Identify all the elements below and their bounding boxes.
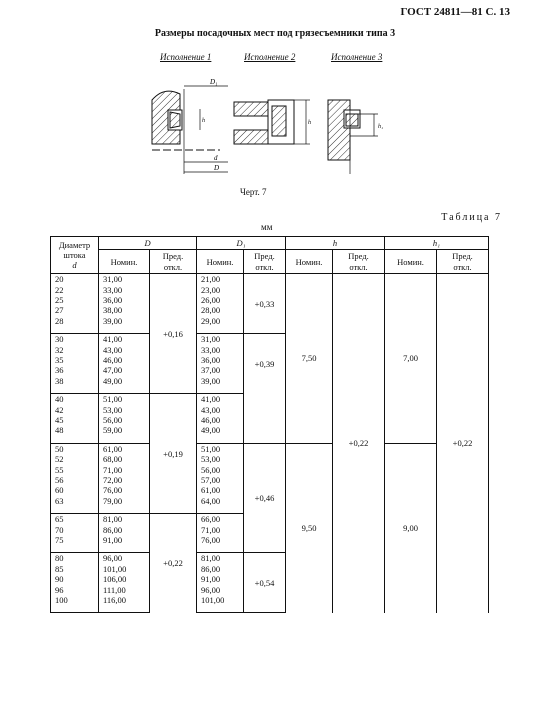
rod-diameter-value: 28 (55, 315, 64, 326)
D-nominal-value: 49,00 (103, 375, 123, 386)
D1-nominal-value: 49,00 (201, 425, 221, 436)
D1-nominal-value: 91,00 (201, 574, 221, 585)
rod-diameter-value: 40 (55, 394, 64, 405)
D1-nominal-value: 66,00 (201, 514, 221, 525)
rod-diameter-value: 38 (55, 375, 64, 386)
rod-diameter-value: 90 (55, 574, 64, 585)
h-nominal: 9,50 (286, 443, 333, 613)
nominal-header: Номин. (99, 250, 150, 274)
D-header: D (99, 237, 197, 250)
D1-nominal-value: 71,00 (201, 524, 221, 535)
D-nominal (99, 553, 150, 613)
rod-diameter-value: 60 (55, 485, 64, 496)
D1-nominal (197, 514, 244, 553)
D1-nominal (197, 443, 244, 513)
D-nominal-value: 59,00 (103, 425, 123, 436)
rod-diameter-value: 27 (55, 305, 64, 316)
D1-nominal-value: 31,00 (201, 334, 221, 345)
variant-label-3: Исполнение 3 (331, 52, 383, 62)
D-tolerance: +0,22 (150, 514, 197, 613)
D1-nominal-value: 51,00 (201, 443, 221, 454)
D1-nominal-value: 53,00 (201, 454, 221, 465)
h1-nominal: 7,00 (385, 274, 437, 444)
rod-diameter-value: 36 (55, 365, 64, 376)
rod-diameter-value: 20 (55, 274, 64, 285)
D-nominal-value: 43,00 (103, 344, 123, 355)
nominal-header: Номин. (385, 250, 437, 274)
rod-diameter-value: 70 (55, 524, 64, 535)
D-nominal-value: 79,00 (103, 495, 123, 506)
D-nominal-value: 106,00 (103, 574, 127, 585)
variant-1-drawing (152, 78, 228, 174)
D1-nominal-value: 26,00 (201, 295, 221, 306)
rod-diameter (51, 443, 99, 513)
table-number: Таблица 7 (441, 212, 502, 223)
D-nominal-value: 56,00 (103, 415, 123, 426)
rod-diameter-value: 75 (55, 535, 64, 546)
rod-diameter-value: 100 (55, 595, 68, 606)
D1-nominal (197, 553, 244, 613)
D1-nominal-value: 33,00 (201, 344, 221, 355)
rod-diameter-value: 63 (55, 495, 64, 506)
D1-nominal-value: 28,00 (201, 305, 221, 316)
dim-h-label-2: h (308, 120, 311, 126)
D-nominal-value: 91,00 (103, 535, 123, 546)
D1-nominal (197, 334, 244, 394)
D-nominal (99, 394, 150, 444)
rod-diameter (51, 514, 99, 553)
dim-D-label: D (214, 164, 220, 172)
D1-nominal-value: 81,00 (201, 553, 221, 564)
D1-nominal-value: 101,00 (201, 595, 225, 606)
figure-title: Размеры посадочных мест под грязесъемники типа 3 (154, 28, 396, 39)
D-nominal-value: 38,00 (103, 305, 123, 316)
tolerance-header: Пред. откл. (333, 250, 385, 274)
rod-diameter-value: 45 (55, 415, 64, 426)
rod-diameter-value: 32 (55, 344, 64, 355)
D-nominal-value: 31,00 (103, 274, 123, 285)
rod-diameter-value: 96 (55, 584, 64, 595)
D1-nominal (197, 394, 244, 444)
variant-label-2: Исполнение 2 (244, 52, 296, 62)
nominal-header: Номин. (286, 250, 333, 274)
variant-label-1: Исполнение 1 (160, 52, 212, 62)
dim-D1-label: D₁ (210, 78, 218, 86)
rod-diameter-value: 52 (55, 454, 64, 465)
D-nominal-value: 71,00 (103, 464, 123, 475)
tolerance-header: Пред. откл. (437, 250, 489, 274)
D1-tolerance: +0,54 (244, 553, 286, 613)
rod-diameter (51, 394, 99, 444)
D1-nominal-value: 46,00 (201, 415, 221, 426)
D1-nominal-value: 61,00 (201, 485, 221, 496)
header-row-1 (51, 237, 489, 250)
D-nominal-value: 76,00 (103, 485, 123, 496)
D1-nominal-value: 43,00 (201, 404, 221, 415)
variant-2-drawing (234, 100, 311, 144)
D1-nominal (197, 274, 244, 334)
D-tolerance: +0,16 (150, 274, 197, 394)
rod-diameter (51, 274, 99, 334)
h-tolerance: +0,22 (333, 274, 385, 613)
document-reference: ГОСТ 24811—81 С. 13 (400, 6, 510, 18)
D1-nominal-value: 76,00 (201, 535, 221, 546)
dim-h1-label: h₁ (378, 124, 384, 130)
rod-diameter-value: 50 (55, 443, 64, 454)
D-nominal-value: 36,00 (103, 295, 123, 306)
D-nominal-value: 101,00 (103, 563, 127, 574)
rod-diameter-value: 25 (55, 295, 64, 306)
D-nominal-value: 53,00 (103, 404, 123, 415)
D-nominal-value: 86,00 (103, 524, 123, 535)
rod-diameter-value: 85 (55, 563, 64, 574)
tolerance-header: Пред. откл. (150, 250, 197, 274)
rod-diameter (51, 553, 99, 613)
D1-nominal-value: 29,00 (201, 315, 221, 326)
D1-tolerance: +0,46 (244, 443, 286, 553)
D-nominal-value: 41,00 (103, 334, 123, 345)
D-tolerance: +0,19 (150, 394, 197, 514)
D1-tolerance: +0,39 (244, 334, 286, 394)
D-nominal-value: 51,00 (103, 394, 123, 405)
D-nominal-value: 33,00 (103, 284, 123, 295)
D-nominal-value: 61,00 (103, 443, 123, 454)
D-nominal-value: 47,00 (103, 365, 123, 376)
h-nominal: 7,50 (286, 274, 333, 444)
rod-diameter (51, 334, 99, 394)
D1-tolerance: +0,33 (244, 274, 286, 334)
variant-3-drawing (328, 100, 383, 174)
table-row (51, 274, 489, 334)
header-row-2 (51, 250, 489, 274)
D-nominal-value: 116,00 (103, 595, 127, 606)
rod-diameter-value: 30 (55, 334, 64, 345)
dim-h-label-1: h (202, 118, 205, 124)
h-header: h (286, 237, 385, 250)
rod-diameter-value: 56 (55, 475, 64, 486)
tolerance-header: Пред. откл. (244, 250, 286, 274)
diameter-header: Диаметр штока d (51, 237, 99, 274)
D-nominal-value: 96,00 (103, 553, 123, 564)
h1-header: h₁ (385, 237, 489, 250)
D-nominal (99, 514, 150, 553)
h1-nominal: 9,00 (385, 443, 437, 613)
D1-nominal-value: 41,00 (201, 394, 221, 405)
seat-drawing (150, 64, 400, 184)
rod-diameter-value: 22 (55, 284, 64, 295)
rod-diameter-value: 65 (55, 514, 64, 525)
D1-nominal-value: 23,00 (201, 284, 221, 295)
dimensions-table (50, 236, 489, 613)
D1-header: D₁ (197, 237, 286, 250)
D-nominal-value: 111,00 (103, 584, 126, 595)
D1-nominal-value: 96,00 (201, 584, 221, 595)
D1-nominal-value: 56,00 (201, 464, 221, 475)
rod-diameter-value: 55 (55, 464, 64, 475)
D-nominal (99, 274, 150, 334)
nominal-header: Номин. (197, 250, 244, 274)
D1-nominal-value: 39,00 (201, 375, 221, 386)
D-nominal-value: 46,00 (103, 355, 123, 366)
D1-nominal-value: 64,00 (201, 495, 221, 506)
table-unit: мм (261, 222, 273, 232)
rod-diameter-value: 48 (55, 425, 64, 436)
D-nominal (99, 443, 150, 513)
D1-nominal-value: 36,00 (201, 355, 221, 366)
D1-nominal-value: 37,00 (201, 365, 221, 376)
D1-nominal-value: 57,00 (201, 475, 221, 486)
dim-d-label: d (214, 154, 218, 162)
h1-tolerance: +0,22 (437, 274, 489, 613)
figure-caption: Черт. 7 (240, 187, 267, 197)
D-nominal-value: 68,00 (103, 454, 123, 465)
D1-nominal-value: 86,00 (201, 563, 221, 574)
D-nominal (99, 334, 150, 394)
D-nominal-value: 72,00 (103, 475, 123, 486)
D1-nominal-value: 21,00 (201, 274, 221, 285)
rod-diameter-value: 42 (55, 404, 64, 415)
D-nominal-value: 39,00 (103, 315, 123, 326)
rod-diameter-value: 80 (55, 553, 64, 564)
rod-diameter-value: 35 (55, 355, 64, 366)
D-nominal-value: 81,00 (103, 514, 123, 525)
table-row (51, 443, 489, 513)
